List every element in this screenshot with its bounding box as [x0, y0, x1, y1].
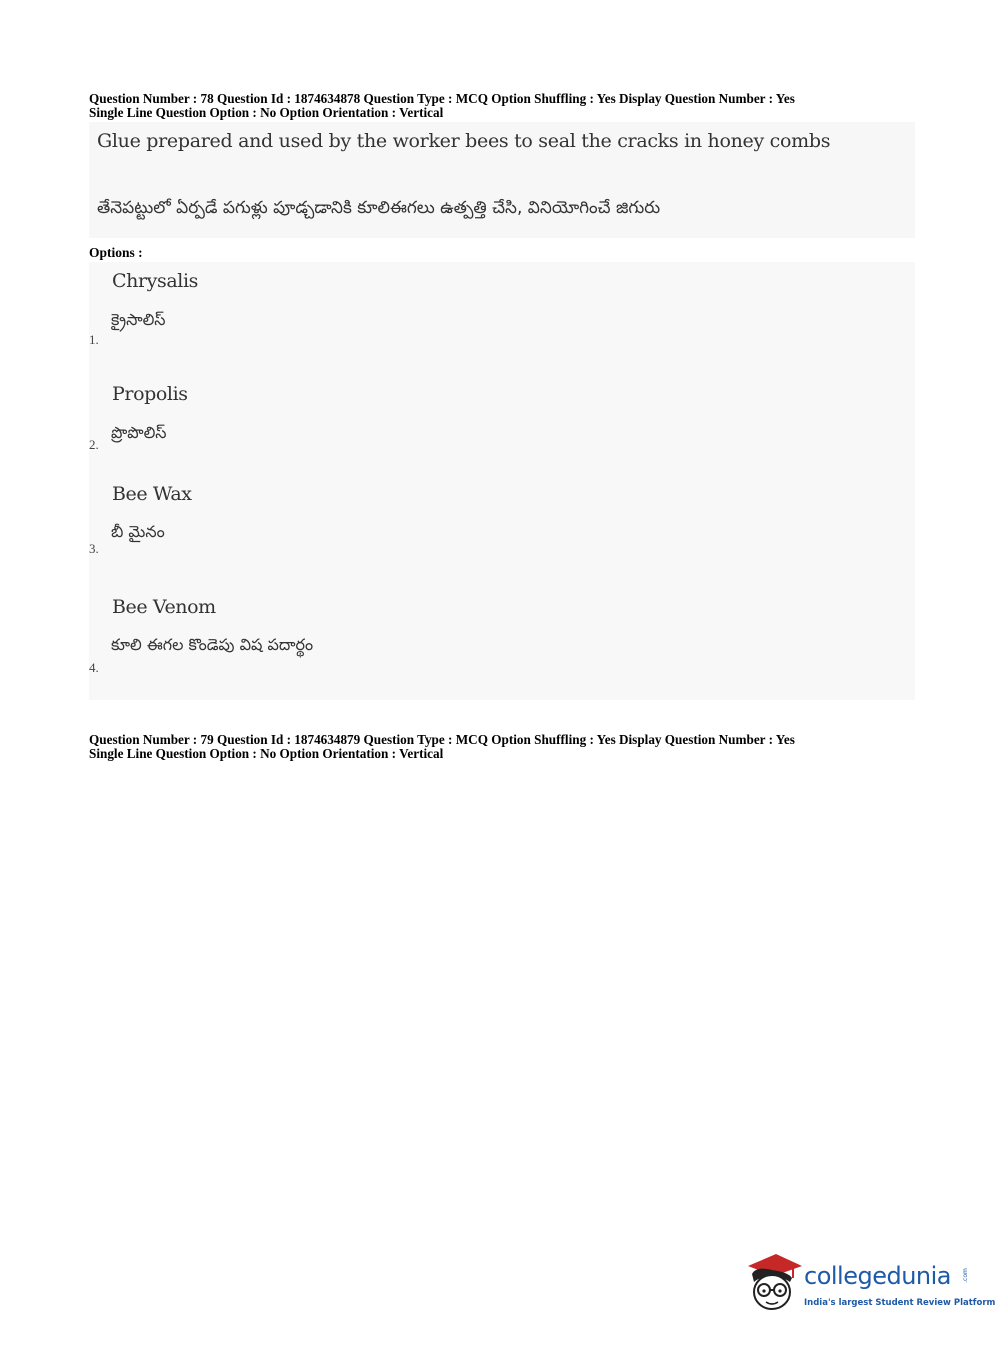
question-78-meta-line2: Single Line Question Option : No Option Orientation : Vertical	[89, 105, 444, 120]
option-3-english: Bee Wax	[112, 483, 192, 505]
logo-suffix: .com	[961, 1268, 969, 1283]
option-4-english: Bee Venom	[112, 596, 216, 618]
option-1-number: 1.	[89, 332, 99, 347]
student-mascot-icon	[742, 1252, 802, 1314]
question-79-meta-line2: Single Line Question Option : No Option Orientation : Vertical	[89, 746, 444, 761]
question-78-options	[89, 262, 915, 700]
option-3-number: 3.	[89, 541, 99, 556]
logo-wordmark: collegedunia	[804, 1262, 952, 1290]
option-3-telugu: బీ మైనం	[111, 522, 165, 541]
collegedunia-logo[interactable]	[742, 1250, 996, 1320]
question-78-meta	[89, 92, 909, 120]
question-79-meta-line1: Question Number : 79 Question Id : 1874634879 Question Type : MCQ Option Shuffling : Yes Display Question Number : Yes	[89, 732, 795, 747]
option-2-telugu: ప్రొపొలిస్	[111, 423, 167, 442]
question-78-text-english: Glue prepared and used by the worker bees to seal the cracks in honey combs	[97, 130, 831, 152]
option-2-english: Propolis	[112, 383, 188, 405]
option-2-number: 2.	[89, 437, 99, 452]
options-label: Options :	[89, 245, 143, 260]
option-1-english: Chrysalis	[112, 270, 198, 292]
question-79-meta	[89, 733, 909, 761]
question-78-meta-line1: Question Number : 78 Question Id : 1874634878 Question Type : MCQ Option Shuffling : Yes Display Question Number : Yes	[89, 91, 795, 106]
option-1-telugu: క్రైసాలిస్	[111, 310, 166, 329]
option-4-number: 4.	[89, 660, 99, 675]
question-78-text-block	[89, 122, 915, 238]
question-78-text-telugu: తేనెపట్టులో ఏర్పడే పగుళ్లు పూడ్చడానికి కూలిఈగలు ఉత్పత్తి చేసి, వినియోగించే జిగురు	[97, 198, 661, 218]
logo-tagline: India's largest Student Review Platform	[804, 1298, 996, 1308]
option-4-telugu: కూలి ఈగల కొండెపు విష పదార్థం	[111, 635, 314, 654]
